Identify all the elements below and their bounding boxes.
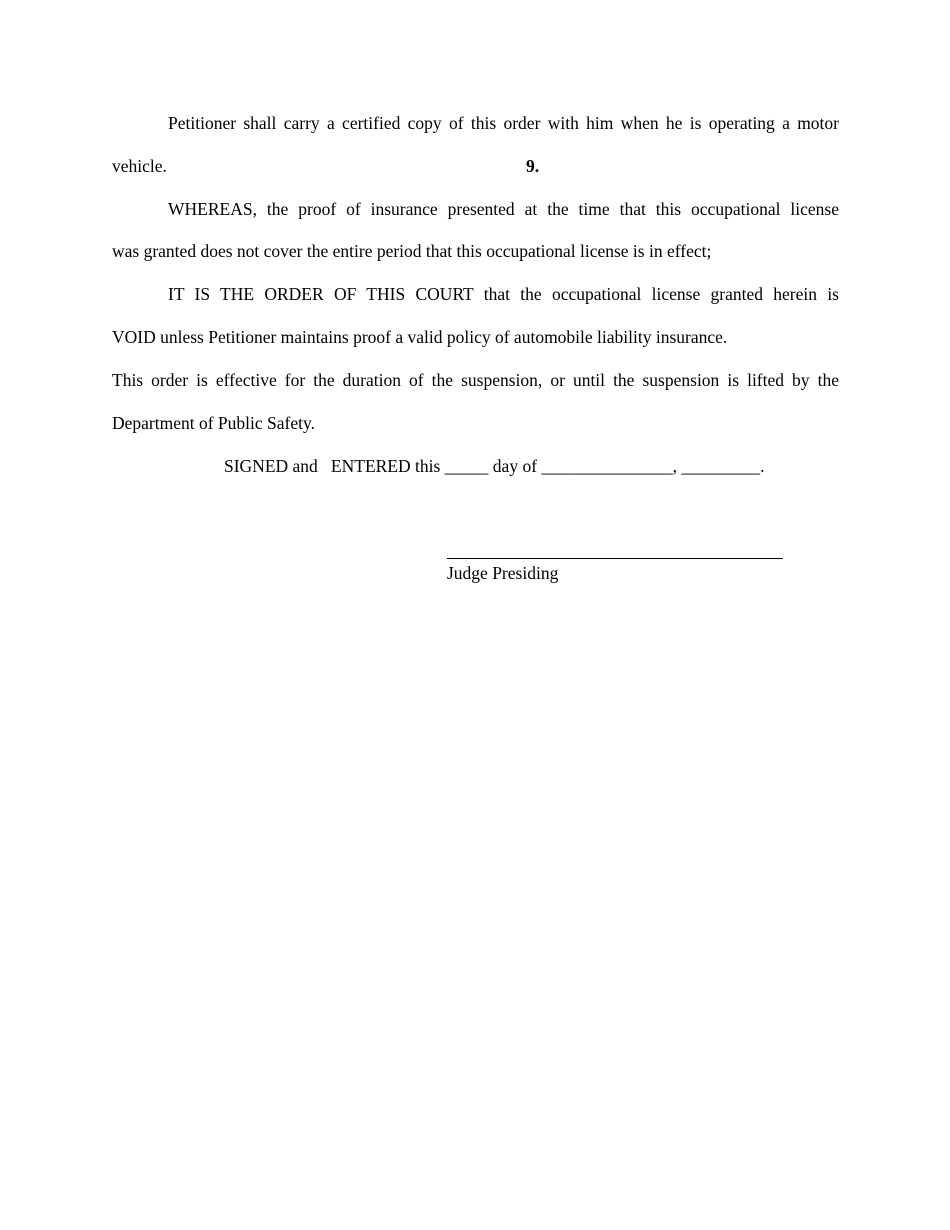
- para1-line1: Petitioner shall carry a certified copy of this order with him when he is operating a motor: [168, 113, 839, 133]
- para1-line2-text: vehicle.: [112, 156, 167, 176]
- para3-line2: VOID unless Petitioner maintains proof a valid policy of automobile liability insurance.: [112, 327, 728, 347]
- para4-line2: Department of Public Safety.: [112, 413, 315, 433]
- section-number: 9.: [526, 156, 540, 176]
- para2-line1: WHEREAS, the proof of insurance presented at the time that this occupational license: [168, 199, 839, 219]
- signature-line: [447, 540, 783, 559]
- para2-line2: was granted does not cover the entire period that this occupational license is in effect;: [112, 241, 712, 261]
- para4-line1: This order is effective for the duration of the suspension, or until the suspension is lifted by the: [112, 370, 839, 390]
- signature-label: Judge Presiding: [447, 563, 559, 583]
- para3-line1: IT IS THE ORDER OF THIS COURT that the occupational license granted herein is: [168, 284, 839, 304]
- para1-line2: [112, 155, 839, 177]
- signed-entered-line: SIGNED and ENTERED this _____ day of _______________, _________.: [224, 456, 765, 476]
